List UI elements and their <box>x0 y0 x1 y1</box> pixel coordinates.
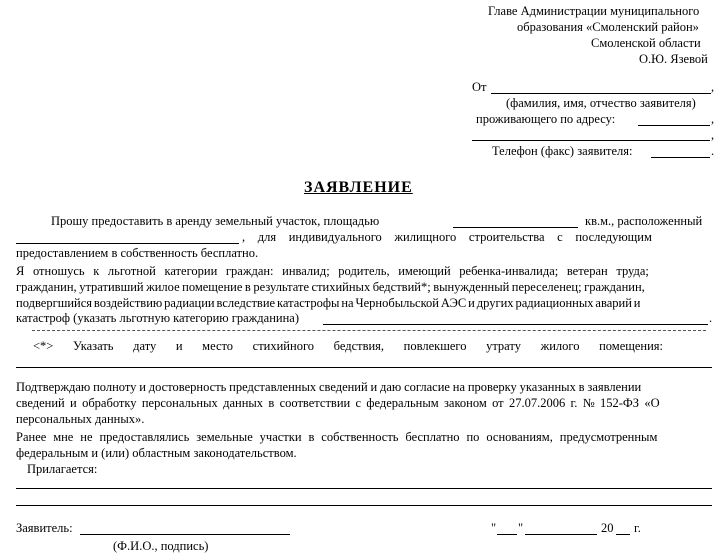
consent-line-2: сведений и обработку персональных данных в соответствии с федеральным законом от 27.07.2006 г. № 152-ФЗ «О <box>16 396 660 410</box>
addressee-line-2: образования «Смоленский район» <box>517 20 699 34</box>
request-text-b: кв.м., расположенный <box>585 214 703 228</box>
addressee-line-3: Смоленской области <box>591 36 701 50</box>
signer-label: Заявитель: <box>16 521 73 535</box>
request-text-c-content: , для индивидуального жилищного строительства с последующим <box>242 230 652 244</box>
area-field[interactable] <box>453 227 578 228</box>
date-suffix: г. <box>634 521 641 535</box>
from-label: От <box>472 80 487 94</box>
previous-line-2: федеральным и (или) областным законодательством. <box>16 446 297 460</box>
previous-line-1: Ранее мне не предоставлялись земельные участки в собственность бесплатно по основаниям, предусмотренным <box>16 430 658 444</box>
addressee-line-4: О.Ю. Язевой <box>639 52 708 66</box>
date-quote-open: " <box>491 521 497 535</box>
attachment-field-1[interactable] <box>16 488 712 489</box>
request-text-c <box>242 230 712 244</box>
fio-hint: (фамилия, имя, отчество заявителя) <box>506 96 696 110</box>
category-line-1: Я отношусь к льготной категории граждан: инвалид; родитель, имеющий ребенка-инвалида; ветеран труда; <box>16 264 649 278</box>
request-text-a: Прошу предоставить в аренду земельный участок, площадью <box>51 214 380 228</box>
location-field[interactable] <box>16 243 239 244</box>
date-quote-close: " <box>518 521 524 535</box>
category-line-4: катастроф (указать льготную категорию гражданина) <box>16 311 299 325</box>
request-text-d: предоставлением в собственность бесплатно. <box>16 246 259 260</box>
footnote-text: <*> Указать дату и место стихийного бедствия, повлекшего утрату жилого помещения: <box>33 339 664 353</box>
date-day-field[interactable] <box>497 534 517 535</box>
disaster-field[interactable] <box>16 367 712 368</box>
date-year-prefix: 20 <box>601 521 614 535</box>
phone-field[interactable] <box>651 157 710 158</box>
date-year-field[interactable] <box>616 534 630 535</box>
address-field[interactable] <box>638 125 710 126</box>
attached-label: Прилагается: <box>27 462 98 476</box>
category-line-2: гражданин, утративший жилое помещение в результате стихийных бедствий*; вынужденный переселенец; гражданин, <box>16 280 645 294</box>
fio-field[interactable] <box>491 93 711 94</box>
application-form: Главе Администрации муниципального образования «Смоленский район» Смоленской области О.Ю. Язевой От , (фамилия, имя, отчество заявителя) проживающего по адресу: , , Телефон (факс) заявителя: . ЗАЯВЛЕНИЕ Прошу предоставить в аренду земельный участок, площадью кв.м., расположенный , для индивидуального жилищного строительства с последующим предоставлением в собственность бесплатно. Я отношусь к льготной категории граждан: инвалид; родитель, имеющий ребенка-инвалида; ветеран труда; гражданин, утративший жилое помещение в результате стихийных бедствий*; вынужденный переселенец; гражданин, подвергшийся воздействию радиации вследствие катастрофы на Чернобыльской АЭС и других радиационных аварий и катастроф (указать льготную категорию гражданина) . <*> Указать дату и место стихийного бедствия, повлекшего утрату жилого помещения: Подтверждаю полноту и достоверность представленных сведений и даю согласие на проверку указанных в заявлении сведений и обработку персональных данных в соответствии с федеральным законом от 27.07.2006 г. № 152-ФЗ «О персональных данных». Ранее мне не предоставлялись земельные участки в собственность бесплатно по основаниям, предусмотренным федеральным и (или) областным законодательством. Прилагается: Заявитель: (Ф.И.О., подпись) " " 20 г. <box>16 4 715 553</box>
consent-line-1: Подтверждаю полноту и достоверность представленных сведений и даю согласие на проверку указанных в заявлении <box>16 380 642 394</box>
address-field-line-2[interactable] <box>472 140 710 141</box>
footnote-separator <box>32 330 706 331</box>
category-field[interactable] <box>323 324 708 325</box>
category-line-3: подвергшийся воздействию радиации вследствие катастрофы на Чернобыльской АЭС и других радиационных аварий и <box>16 296 641 310</box>
addressee-line-1: Главе Администрации муниципального <box>488 4 700 18</box>
date-month-field[interactable] <box>525 534 597 535</box>
signature-hint: (Ф.И.О., подпись) <box>113 539 209 553</box>
address-label: проживающего по адресу: <box>476 112 616 126</box>
phone-label: Телефон (факс) заявителя: <box>492 144 633 158</box>
consent-line-3: персональных данных». <box>16 412 145 426</box>
signature-field[interactable] <box>80 534 290 535</box>
attachment-field-2[interactable] <box>16 505 712 506</box>
document-title: ЗАЯВЛЕНИЕ <box>304 179 413 196</box>
